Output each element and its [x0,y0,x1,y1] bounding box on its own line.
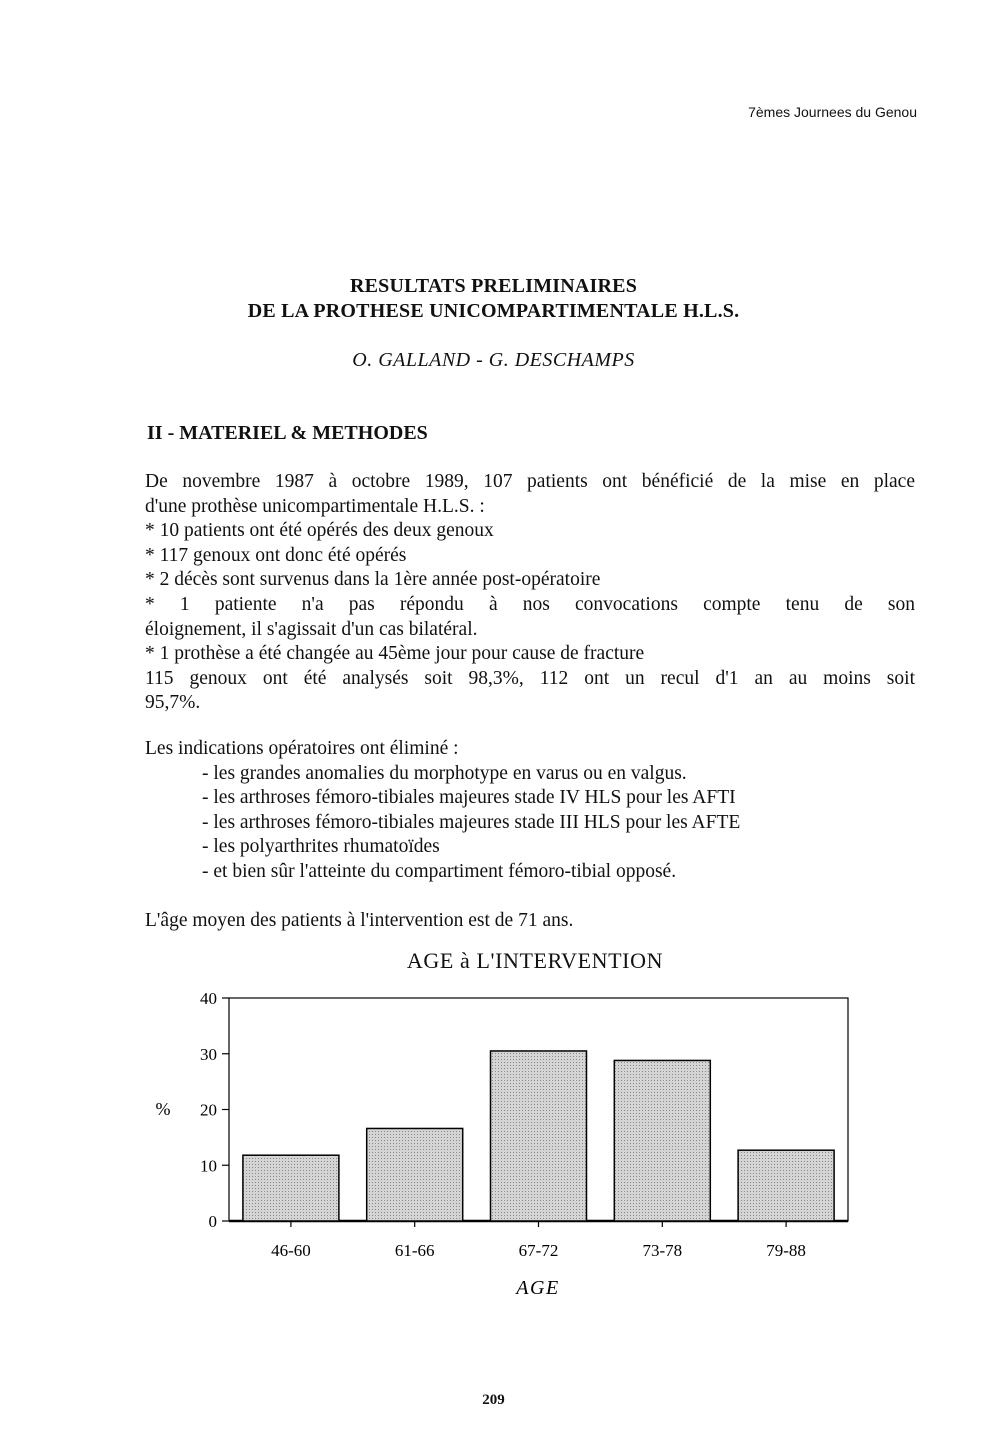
x-tick-label: 61-66 [394,1241,435,1260]
article-title-line-1: RESULTATS PRELIMINAIRES [349,275,638,297]
x-tick-label: 67-72 [518,1241,559,1260]
text-line: 95,7%. [145,692,201,714]
y-axis-label: % [155,1099,171,1119]
list-item: * 117 genoux ont donc été opérés [145,544,407,566]
list-item: - les arthroses fémoro-tibiales majeures stade III HLS pour les AFTE [202,811,741,833]
running-head: 7èmes Journees du Genou [748,104,917,120]
list-item: - les grandes anomalies du morphotype en varus ou en valgus. [202,762,687,784]
bar-61-66 [367,1128,463,1221]
text-line: De novembre 1987 à octobre 1989, 107 patients ont bénéficié de la mise en place [145,471,915,492]
list-item: * 1 patiente n'a pas répondu à nos convocations compte tenu de son [145,593,915,615]
x-tick-label: 46-60 [271,1241,311,1260]
list-item: * 1 prothèse a été changée au 45ème jour pour cause de fracture [145,643,645,665]
text-line: L'âge moyen des patients à l'intervention est de 71 ans. [145,910,574,931]
list-item: * 10 patients ont été opérés des deux genoux [145,520,494,542]
list-item: - les arthroses fémoro-tibiales majeures stade IV HLS pour les AFTI [202,787,736,809]
y-tick-label: 40 [200,989,217,1008]
text-line: 115 genoux ont été analysés soit 98,3%, 112 ont un recul d'1 an au moins soit [145,667,915,689]
y-tick-label: 0 [208,1212,217,1231]
y-tick-label: 10 [200,1156,217,1176]
list-item: * 2 décès sont survenus dans la 1ère année post-opératoire [145,569,601,591]
x-tick-label: 79-88 [766,1241,806,1260]
list-item: - les polyarthrites rhumatoïdes [202,836,440,858]
authors: O. GALLAND - G. DESCHAMPS [352,349,635,371]
bar-46-60 [243,1155,339,1221]
text-line: Les indications opératoires ont éliminé : [145,738,459,759]
list-item: - et bien sûr l'atteinte du compartiment fémoro-tibial opposé. [202,860,677,882]
chart-title: AGE à L'INTERVENTION [406,948,664,973]
bar-73-78 [614,1060,710,1221]
bar-79-88 [738,1150,834,1221]
section-heading: II - MATERIEL & METHODES [147,422,428,444]
x-axis-label: AGE [516,1277,560,1299]
y-tick-label: 30 [200,1044,217,1064]
page-number: 209 [482,1392,505,1408]
x-tick-label: 73-78 [642,1241,683,1260]
article-title-line-2: DE LA PROTHESE UNICOMPARTIMENTALE H.L.S. [247,300,740,322]
y-tick-label: 20 [200,1100,217,1120]
text-line: éloignement, il s'agissait d'un cas bilatéral. [145,618,478,640]
bar-67-72 [491,1051,587,1221]
text-line: d'une prothèse unicompartimentale H.L.S. : [145,495,485,517]
